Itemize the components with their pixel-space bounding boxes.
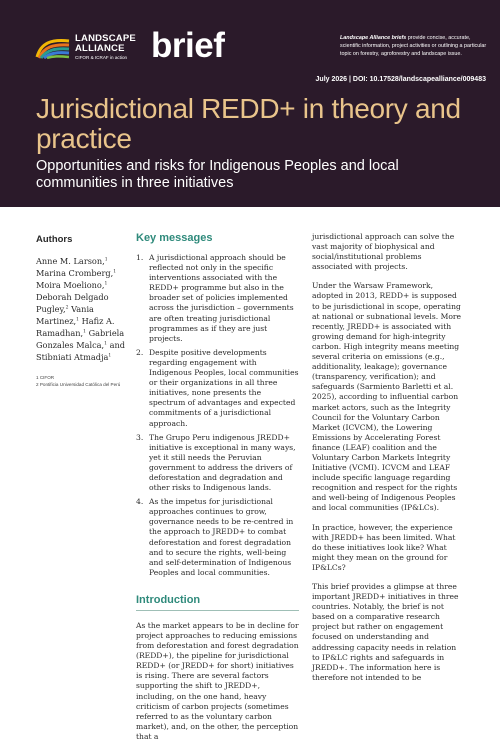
authors-list (36, 255, 126, 363)
key-message-item (136, 433, 299, 494)
tagline-text: provide concise, accurate, scientific information, project activities or outlining a particular topic on forestry, agroforestry and landscape issue. (340, 35, 487, 57)
authors-column (36, 234, 126, 388)
affiliation-item: 1 CIFOR (36, 375, 55, 380)
key-message-item (136, 497, 299, 578)
author-name: Vania Martinez, (36, 304, 94, 326)
author-affil-sup: 2 (65, 305, 69, 311)
logo-line1: LANDSCAPE (75, 33, 136, 44)
key-message-item (136, 253, 299, 344)
authors-heading: Authors (36, 234, 73, 245)
author-name: Deborah Delgado Pugley, (36, 292, 109, 314)
item-number: 2. (136, 347, 144, 357)
item-number: 4. (136, 497, 144, 507)
item-text: A jurisdictional approach should be reflected not only in the specific interventions associated with the REDD+ programme but also in the broader set of policies implemented across the jurisdiction – governments are often treating jurisdictional programmes as if they are just projects. (149, 253, 294, 343)
introduction-paragraph: As the market appears to be in decline for project approaches to reducing emissions from deforestation and forest degradation (REDD+), the pipeline for jurisdictional REDD+ (or JREDD+ for short) initiatives is rising. There are several factors supporting the shift to JREDD+, including, on the one hand, heavy criticism of carbon projects (sometimes referred to as the voluntary carbon market), and, on the other, the perception that a (136, 620, 299, 741)
author-affil-sup: 1 (76, 317, 79, 323)
author-affil-sup: 1 (83, 329, 87, 335)
body-paragraph: This brief provides a glimpse at three important JREDD+ initiatives in three countries. Notably, the brief is not based on a comparative research project but rather on engagement focused on understanding and addressing capacity needs in relation to IP&LC rights and safeguards in JREDD+. The information here is therefore not intended to be (312, 582, 459, 682)
date-doi-line: July 2026 | DOI: 10.17528/landscapealliance/009483 (315, 76, 486, 83)
author-name: and Stibniati Atmadja (36, 340, 126, 362)
author-name: Gabriela Gonzales Malca, (36, 328, 125, 350)
author-name: Moira Moeliono, (36, 280, 105, 290)
header-band (0, 0, 500, 207)
landscape-logo-icon (35, 37, 71, 59)
body-paragraph: jurisdictional approach can solve the vast majority of biophysical and social/institutional problems associated with projects. (312, 232, 455, 272)
key-messages-heading: Key messages (136, 232, 213, 244)
author-affil-sup: 1 (104, 281, 108, 287)
author-affil-sup: 1 (108, 353, 112, 359)
page-subtitle: Opportunities and risks for Indigenous Peoples and local communities in three initiatives (36, 158, 399, 191)
logo-line2: ALLIANCE (75, 43, 125, 54)
item-number: 1. (136, 253, 144, 262)
page-title: Jurisdictional REDD+ in theory and practice (36, 93, 461, 154)
author-affil-sup: 1 (113, 269, 117, 275)
tagline-brand: Landscape Alliance briefs (340, 35, 407, 41)
key-messages-list (136, 253, 299, 578)
section-divider (136, 610, 299, 611)
middle-column (136, 232, 299, 742)
series-tagline (340, 34, 488, 58)
logo-subline: CIFOR & ICRAF in action (75, 55, 128, 60)
key-message-item (136, 348, 299, 429)
author-name: Marina Cromberg, (36, 268, 114, 278)
author-affil-sup: 1 (104, 257, 108, 263)
author-name: Anne M. Larson, (36, 256, 105, 266)
affiliation-item: 2 Pontificia Universidad Católica del Perú (36, 381, 121, 387)
introduction-heading: Introduction (136, 593, 201, 606)
logo-wordmark (75, 34, 136, 61)
right-column (312, 232, 464, 692)
brief-wordmark: brief (151, 26, 225, 65)
item-number: 3. (136, 432, 144, 442)
body-paragraph: In practice, however, the experience with JREDD+ has been limited. What do these initiatives look like? What might they mean on the ground for IP&LCs? (312, 522, 456, 572)
affiliations (36, 375, 126, 388)
item-text: As the impetus for jurisdictional approaches continues to grow, governance needs to be re-centred in the approach to JREDD+ to combat deforestation and forest degradation and to secure the rights, well-being and self-determination of Indigenous Peoples and local communities. (149, 497, 294, 577)
body-paragraph: Under the Warsaw Framework, adopted in 2013, REDD+ is supposed to be jurisdictional in scope, operating at national or subnational levels. More recently, JREDD+ is associated with growing demand for high-integrity carbon. High integrity means meeting several criteria on emissions (e.g., additionality, leakage); governance (transparency, verification); and safeguards (Sarmiento Barletti et al. 2025), according to influential carbon market actors, such as the Integrity Council for the Voluntary Carbon Market (ICVCM), the Lowering Emissions by Accelerating Forest finance (LEAF) coalition and the Voluntary Carbon Markets Integrity Initiative (VCMI). ICVCM and LEAF include specific language regarding recognition and respect for the rights and well-being of Indigenous Peoples and local communities (IP&LCs). (312, 281, 462, 513)
author-affil-sup: 1 (104, 341, 108, 347)
item-text: The Grupo Peru indigenous JREDD+ initiative is exceptional in many ways, yet it still needs the Peruvian government to address the drivers of deforestation and degradation and other risks to Indigenous lands. (149, 432, 296, 493)
item-text: Despite positive developments regarding engagement with Indigenous Peoples, local communities or their organizations in all three initiatives, none presents the spectrum of advantages and expected commitments of a jurisdictional approach. (149, 347, 299, 428)
author-name: Hafiz A. Ramadhan, (36, 316, 115, 338)
